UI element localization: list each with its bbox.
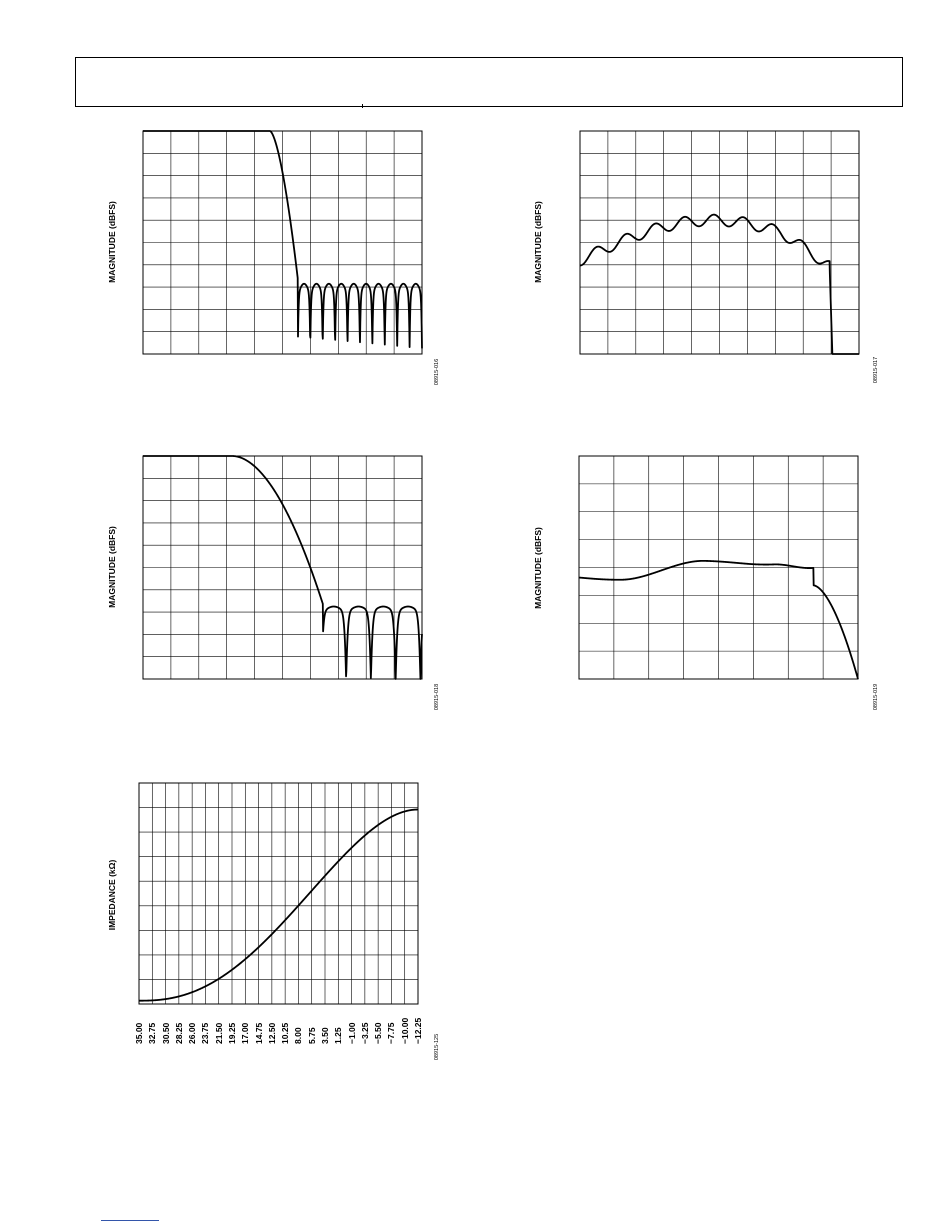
chart-impedance xyxy=(139,783,418,1004)
chart-5-x-tick-label: 26.00 xyxy=(187,1022,198,1044)
chart-passband-ripple-1 xyxy=(580,131,859,354)
chart-2-ylabel: MAGNITUDE (dBFS) xyxy=(533,201,543,283)
chart-5-x-tick-label: −1.00 xyxy=(346,1022,357,1044)
chart-5-plot-frame xyxy=(139,783,418,1004)
chart-5-x-tick-label: 14.75 xyxy=(253,1022,264,1044)
chart-5-x-tick-label: 30.50 xyxy=(160,1022,171,1044)
chart-4-ylabel: MAGNITUDE (dBFS) xyxy=(533,527,543,609)
chart-5-x-tick-label: 17.00 xyxy=(240,1022,251,1044)
chart-5-x-tick-label: 5.75 xyxy=(306,1027,317,1044)
chart-5-x-tick-label: 1.25 xyxy=(333,1027,344,1044)
header-divider xyxy=(362,104,363,108)
chart-5-x-tick-label: 12.50 xyxy=(266,1022,277,1044)
chart-5-x-tick-label: −3.25 xyxy=(359,1022,370,1044)
footer-link-underline xyxy=(101,1220,159,1221)
chart-3-ylabel: MAGNITUDE (dBFS) xyxy=(107,526,117,608)
chart-5-x-tick-label: −10.00 xyxy=(399,1017,410,1044)
chart-filter-response-1 xyxy=(143,131,422,354)
chart-5-x-tick-label: −12.25 xyxy=(413,1017,423,1044)
chart-5-x-tick-label: 23.75 xyxy=(200,1022,211,1044)
chart-2-figure-id: 08915-017 xyxy=(873,356,879,384)
chart-5-x-tick-label: −5.50 xyxy=(373,1022,384,1044)
chart-4-figure-id: 08915-019 xyxy=(873,683,879,711)
chart-5-x-tick-label: 28.25 xyxy=(173,1022,184,1044)
chart-5-x-tick-label: 19.25 xyxy=(227,1022,237,1044)
chart-1-figure-id: 08915-016 xyxy=(434,358,440,386)
chart-5-x-tick-label: 3.50 xyxy=(320,1027,330,1044)
chart-5-ylabel: IMPEDANCE (kΩ) xyxy=(107,859,117,931)
chart-5-x-tick-label: 8.00 xyxy=(293,1027,304,1044)
chart-5-figure-id: 08915-125 xyxy=(434,1033,440,1061)
chart-filter-response-2 xyxy=(143,456,422,679)
chart-5-x-tick-label: 21.50 xyxy=(213,1022,224,1044)
chart-5-x-tick-label: −7.75 xyxy=(386,1022,397,1044)
page-header-box xyxy=(75,57,903,107)
chart-5-x-tick-label: 32.75 xyxy=(147,1022,158,1044)
chart-3-figure-id: 08915-018 xyxy=(434,683,440,711)
chart-passband-ripple-2 xyxy=(579,456,858,679)
chart-1-ylabel: MAGNITUDE (dBFS) xyxy=(107,201,117,283)
chart-5-series-line xyxy=(139,810,418,1001)
chart-5-x-tick-label: 35.00 xyxy=(134,1022,144,1044)
chart-5-x-tick-label: 10.25 xyxy=(280,1022,291,1044)
